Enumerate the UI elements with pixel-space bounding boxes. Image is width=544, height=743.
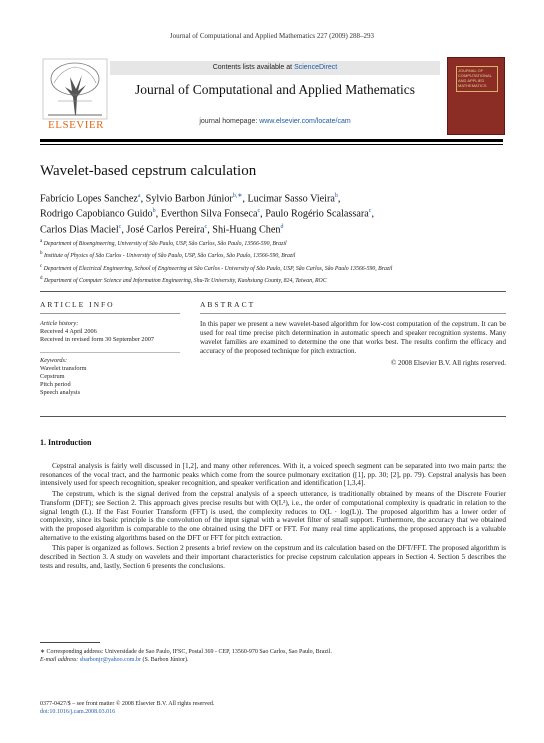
homepage-link[interactable]: www.elsevier.com/locate/cam (259, 118, 351, 125)
affiliation (40, 262, 505, 274)
masthead-rule-thick (40, 139, 503, 142)
bottom-matter (40, 700, 214, 716)
affiliations (40, 237, 505, 287)
received-date: Received 4 April 2006 (40, 328, 97, 335)
abstract (200, 320, 506, 368)
affiliation-sup: a (40, 239, 43, 244)
author: Shi-Huang Chen (212, 224, 281, 236)
contents-prefix: Contents lists available at (212, 64, 295, 71)
journal-title: Journal of Computational and Applied Mathematics (134, 82, 416, 97)
revised-date: Received in revised form 30 September 2007 (40, 336, 155, 343)
masthead-rule-thin (40, 144, 503, 145)
affiliation (40, 249, 505, 261)
affiliation (40, 237, 505, 249)
author-sup[interactable]: c (257, 208, 261, 215)
abstract-rule (200, 313, 506, 314)
elsevier-logo (40, 57, 110, 137)
affiliation-sup: d (40, 276, 43, 282)
affiliation-text: Institute of Physics of São Carlos - University of São Paulo, USP, São Carlos, São Paulo, 13566-590, Brazil (43, 253, 296, 260)
affiliation (40, 274, 505, 286)
keywords-label: Keywords: (40, 357, 68, 364)
email-label: E-mail address: (40, 657, 80, 663)
footnote-corresponding: ∗ Corresponding address: Universidade de Sao Paulo, IFSC, Postal 369 - CEP, 13560-970 Sao Carlos, Sao Paulo, Brazil. (40, 649, 332, 655)
section-rule (40, 416, 506, 417)
paragraph: Cepstral analysis is fairly well discussed in [1,2], and many other references. With it, a voiced speech segment can be separated into two main parts: the resonances of the vocal tract, and the harmonic peaks which come from the source pulmonary excitation ([1], pp. 30; [2], pp. 79). Cepstral analysis has been intensively used for speech recognition, speaker recognition, and speaker verification and identification [1,3,4]. (40, 461, 506, 488)
affiliation-text: Department of Electrical Engineering, School of Engineering at São Carlos - University of São Paulo, USP, São Carlos, São Paulo 13566-590, Brazil (43, 265, 393, 272)
section-heading: 1. Introduction (40, 438, 92, 447)
keywords-rule (40, 352, 180, 353)
author-sup[interactable]: c (118, 223, 122, 230)
paragraph: The cepstrum, which is the signal derived from the cepstral analysis of a speech utterance, is traditionally obtained by means of the Discrete Fourier Transform (DFT); see Section 2. This approach gives precise results but with O(L²), i.e., the order of computational complexity is quadratic in relation to the signal length (L). If the Fast Fourier Transform (FFT) is used, the complexity reduces to O(L · log(L)). The proposed algorithm has a lower order of complexity, since its basic principle is the convolution of the input signal with a wavelet filter of small support. Furthermore, the accuracy that we obtained with the proposed algorithm is comparable to the one obtained using the DFT or FFT. For many real time applications, the proposed approach is a valuable alternative to the existing algorithms based on the DFT or FFT for pitch extraction. (40, 489, 506, 542)
intro-body (40, 462, 506, 572)
author-sup[interactable]: b (152, 208, 156, 215)
abstract-copyright: © 2008 Elsevier B.V. All rights reserved. (390, 359, 506, 367)
email-suffix: (S. Barbon Júnior). (140, 657, 189, 663)
footnote-email (40, 656, 506, 664)
journal-cover-image (447, 57, 505, 135)
author-sup[interactable]: c (204, 223, 208, 230)
abstract-heading: ABSTRACT (200, 300, 256, 309)
history-label: Article history: (40, 320, 79, 327)
keyword: Speech analysis (40, 389, 81, 396)
author: Rodrigo Capobianco Guido (40, 208, 153, 220)
author: Everthon Silva Fonseca (160, 208, 258, 220)
abstract-text: In this paper we present a new wavelet-based algorithm for low-cost computation of the cepstrum. It can be used for real time precise pitch determination in automatic speech and speaker recognition systems. Many wavelet families are examined to determine the one that works best. The results confirm the efficacy and accuracy of the proposed technique for pitch extraction. (200, 320, 506, 355)
footnote-rule (40, 642, 100, 643)
author: Carlos Dias Maciel (40, 224, 119, 236)
publisher-name: ELSEVIER (48, 119, 104, 131)
journal-homepage (110, 118, 440, 125)
affiliation-text: Department of Computer Science and Information Engineering, Shu-Te University, Kaohsiung County, 824, Taiwan, ROC (43, 278, 327, 285)
author-sup[interactable]: b,∗ (232, 193, 243, 199)
author-sup[interactable]: c (368, 208, 372, 215)
contents-banner (110, 61, 440, 75)
author: Sylvio Barbon Júnior (145, 193, 233, 205)
keyword: Wavelet transform (40, 365, 87, 372)
article-info (40, 320, 180, 397)
section-rule (40, 291, 506, 292)
author-sup[interactable]: b (334, 193, 338, 199)
email-link[interactable]: sbarbonjr@yahoo.com.br (79, 657, 141, 663)
footnote (40, 648, 506, 664)
sciencedirect-link[interactable]: ScienceDirect (294, 64, 338, 71)
author: José Carlos Pereira (126, 224, 205, 236)
author-sup[interactable]: a (137, 193, 141, 199)
article-title: Wavelet-based cepstrum calculation (40, 163, 257, 179)
paragraph: This paper is organized as follows. Section 2 presents a brief review on the cepstrum and its calculation based on the DFT/FFT. The proposed algorithm is described in Section 3. A study on wavelets and their important characteristics for precise cepstrum calculation appears in Section 4. Section 5 describes the tests and results, and, lastly, Section 6 presents the conclusions. (40, 543, 506, 570)
author: Fabrício Lopes Sanchez (40, 193, 138, 205)
affiliation-sup: c (40, 263, 43, 269)
author: Lucimar Sasso Vieira (247, 193, 335, 205)
cover-text: JOURNAL OF COMPUTATIONAL AND APPLIED MATHEMATICS (458, 68, 492, 88)
author: Paulo Rogério Scalassara (265, 208, 369, 220)
author-sup[interactable]: d (280, 223, 284, 230)
affiliation-text: Department of Bioengineering, University of São Paulo, USP, São Carlos, São Paulo, 13566-590, Brazil (43, 240, 287, 247)
issn-line: 0377-0427/$ – see front matter © 2008 Elsevier B.V. All rights reserved. (40, 701, 215, 707)
keyword: Cepstrum (40, 373, 65, 380)
running-head: Journal of Computational and Applied Mathematics 227 (2009) 288–293 (169, 32, 375, 40)
author-list: Fabrício Lopes Sanchez$^a$, Sylvio Barbon Júnior$^{b,∗}$, Lucimar Sasso Vieira$^b$, Rodrigo Capobianco Guido$^b$, Everthon Silva Fonseca$^c$, Paulo Rogério Scalassara$^c$, Carlos Dias Maciel$^c$, José Carlos Pereira$^c$, Shi-Huang Chen$^d$ (40, 193, 375, 236)
info-rule (40, 313, 180, 314)
homepage-prefix: journal homepage: (199, 118, 260, 125)
keyword: Pitch period (40, 381, 71, 388)
doi-link[interactable]: doi:10.1016/j.cam.2008.03.016 (40, 709, 116, 715)
affiliation-sup: b (40, 251, 43, 257)
article-info-heading: ARTICLE INFO (40, 300, 115, 309)
